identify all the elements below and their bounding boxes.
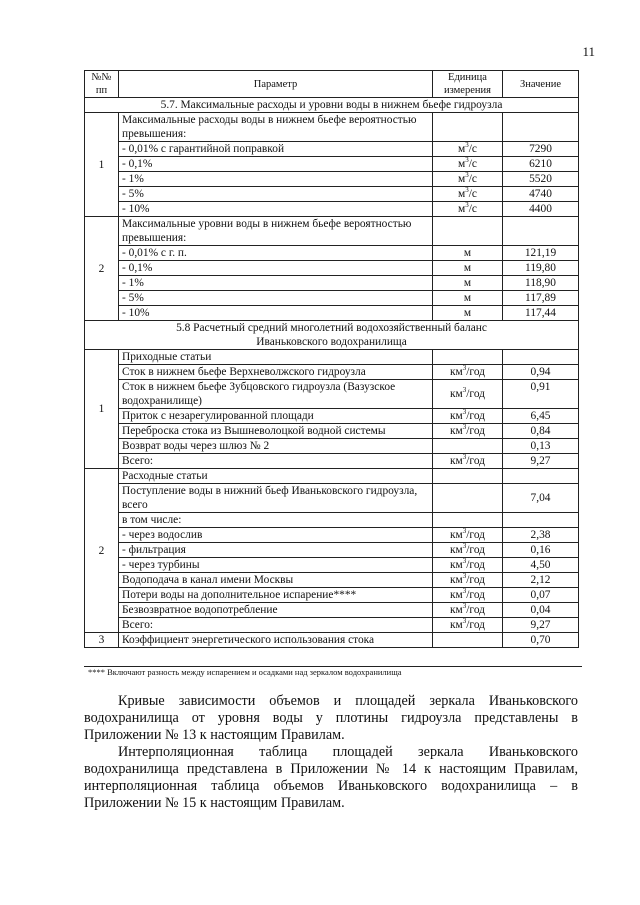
- unit-cell: $км^3$/год: [433, 558, 503, 573]
- value-cell: 117,44: [503, 306, 579, 321]
- value-cell: [503, 350, 579, 365]
- param-cell: Всего:: [119, 618, 433, 633]
- table-row: [85, 469, 579, 484]
- table-row: [85, 291, 579, 306]
- param-cell: Коэффициент энергетического использования стока: [119, 633, 433, 648]
- table-row: [85, 484, 579, 513]
- table-row: [85, 528, 579, 543]
- table-header-row: [85, 71, 579, 98]
- value-cell: 4400: [503, 202, 579, 217]
- value-cell: 118,90: [503, 276, 579, 291]
- value-cell: [503, 113, 579, 142]
- value-cell: [503, 217, 579, 246]
- value-cell: 6,45: [503, 409, 579, 424]
- table-row: [85, 618, 579, 633]
- table-row: [85, 365, 579, 380]
- unit-cell: $км^3$/год: [433, 588, 503, 603]
- table-row: [85, 172, 579, 187]
- unit-cell: $км^3$/год: [433, 573, 503, 588]
- value-cell: 0,07: [503, 588, 579, 603]
- unit-cell: $км^3$/год: [433, 380, 503, 409]
- unit-cell: $км^3$/год: [433, 454, 503, 469]
- section-title-5-7: 5.7. Максимальные расходы и уровни воды в нижнем бьефе гидроузла: [85, 98, 579, 113]
- table-row: [85, 454, 579, 469]
- table-row: [85, 633, 579, 648]
- unit-cell: $км^3$/год: [433, 603, 503, 618]
- data-table: [84, 70, 579, 648]
- table-row: [85, 558, 579, 573]
- param-cell: Приток с незарегулированной площади: [119, 409, 433, 424]
- row-number: 1: [85, 113, 119, 217]
- table-row: [85, 513, 579, 528]
- table-row: [85, 246, 579, 261]
- param-cell: Поступление воды в нижний бьеф Иваньковского гидроузла, всего: [119, 484, 433, 513]
- table-row: [85, 157, 579, 172]
- param-cell: - 10%: [119, 202, 433, 217]
- unit-cell: $м^3/с$: [433, 172, 503, 187]
- unit-cell: $м^3/с$: [433, 202, 503, 217]
- table-row: [85, 350, 579, 365]
- param-cell: в том числе:: [119, 513, 433, 528]
- paragraph-1: Кривые зависимости объемов и площадей зеркала Иваньковского водохранилища от уровня воды у плотины гидроузла представлены в Приложении № 13 к настоящим Правилам.: [84, 693, 578, 743]
- row-number: 3: [85, 633, 119, 648]
- param-cell: Сток в нижнем бьефе Зубцовского гидроузла (Вазузское водохранилище): [119, 380, 433, 409]
- header-param: Параметр: [119, 71, 433, 98]
- value-cell: 0,91: [503, 380, 579, 409]
- unit-cell: [433, 350, 503, 365]
- param-cell: Водоподача в канал имени Москвы: [119, 573, 433, 588]
- unit-cell: $км^3$/год: [433, 543, 503, 558]
- unit-cell: [433, 633, 503, 648]
- page-number: 11: [582, 44, 595, 59]
- table-row: [85, 217, 579, 246]
- header-value: Значение: [503, 71, 579, 98]
- value-cell: 0,04: [503, 603, 579, 618]
- unit-cell: $км^3$/год: [433, 365, 503, 380]
- table-row: [85, 113, 579, 142]
- param-cell: - через водослив: [119, 528, 433, 543]
- table-row: [85, 187, 579, 202]
- group-title: Расходные статьи: [119, 469, 433, 484]
- param-cell: - 0,1%: [119, 157, 433, 172]
- row-number: 1: [85, 350, 119, 469]
- value-cell: 119,80: [503, 261, 579, 276]
- unit-cell: $км^3$/год: [433, 409, 503, 424]
- param-cell: - 5%: [119, 187, 433, 202]
- table-row: [85, 439, 579, 454]
- table-row: [85, 306, 579, 321]
- header-unit: Единица измерения: [433, 71, 503, 98]
- header-num: №№ пп: [85, 71, 119, 98]
- table-row: [85, 573, 579, 588]
- table-row: [85, 588, 579, 603]
- unit-cell: $м^3/с$: [433, 142, 503, 157]
- param-cell: Переброска стока из Вышневолоцкой водной системы: [119, 424, 433, 439]
- value-cell: 2,12: [503, 573, 579, 588]
- section-row: [85, 321, 579, 350]
- section-title-5-8: 5.8 Расчетный средний многолетний водохозяйственный баланс Иваньковского водохранилища: [85, 321, 579, 350]
- group-title: Приходные статьи: [119, 350, 433, 365]
- value-cell: 5520: [503, 172, 579, 187]
- param-cell: - 1%: [119, 276, 433, 291]
- unit-cell: $м^3/с$: [433, 187, 503, 202]
- param-cell: - через турбины: [119, 558, 433, 573]
- unit-cell: м: [433, 261, 503, 276]
- param-cell: Потери воды на дополнительное испарение****: [119, 588, 433, 603]
- group-title: Максимальные уровни воды в нижнем бьефе вероятностью превышения:: [119, 217, 433, 246]
- footnote: **** Включают разность между испарением и осадками над зеркалом водохранилища: [84, 666, 582, 677]
- value-cell: 0,94: [503, 365, 579, 380]
- value-cell: 9,27: [503, 618, 579, 633]
- value-cell: 2,38: [503, 528, 579, 543]
- param-cell: Безвозвратное водопотребление: [119, 603, 433, 618]
- param-cell: - 5%: [119, 291, 433, 306]
- unit-cell: м: [433, 276, 503, 291]
- param-cell: - 0,1%: [119, 261, 433, 276]
- table-row: [85, 276, 579, 291]
- table-row: [85, 543, 579, 558]
- param-cell: Сток в нижнем бьефе Верхневолжского гидроузла: [119, 365, 433, 380]
- unit-cell: [433, 513, 503, 528]
- value-cell: [503, 513, 579, 528]
- value-cell: [503, 469, 579, 484]
- group-title: Максимальные расходы воды в нижнем бьефе вероятностью превышения:: [119, 113, 433, 142]
- unit-cell: [433, 217, 503, 246]
- table-row: [85, 261, 579, 276]
- value-cell: 7290: [503, 142, 579, 157]
- param-cell: Возврат воды через шлюз № 2: [119, 439, 433, 454]
- param-cell: - 0,01% с гарантийной поправкой: [119, 142, 433, 157]
- param-cell: - фильтрация: [119, 543, 433, 558]
- table-row: [85, 380, 579, 409]
- table-row: [85, 424, 579, 439]
- table-row: [85, 409, 579, 424]
- value-cell: 7,04: [503, 484, 579, 513]
- row-number: 2: [85, 217, 119, 321]
- unit-cell: [433, 484, 503, 513]
- param-cell: - 1%: [119, 172, 433, 187]
- value-cell: 0,84: [503, 424, 579, 439]
- unit-cell: $км^3$/год: [433, 618, 503, 633]
- unit-cell: м: [433, 291, 503, 306]
- table-row: [85, 142, 579, 157]
- paragraph-2: Интерполяционная таблица площадей зеркала Иваньковского водохранилища представлена в Приложении № 14 к настоящим Правилам, интерполяционная таблица объемов Иваньковского водохранилища – в Приложении № 15 к настоящим Правилам.: [84, 744, 578, 811]
- unit-cell: $м^3/с$: [433, 157, 503, 172]
- section-row: [85, 98, 579, 113]
- table-row: [85, 202, 579, 217]
- value-cell: 9,27: [503, 454, 579, 469]
- unit-cell: $км^3$/год: [433, 528, 503, 543]
- param-cell: Всего:: [119, 454, 433, 469]
- value-cell: 4740: [503, 187, 579, 202]
- value-cell: 0,16: [503, 543, 579, 558]
- unit-cell: м: [433, 246, 503, 261]
- param-cell: - 0,01% с г. п.: [119, 246, 433, 261]
- value-cell: 0,70: [503, 633, 579, 648]
- unit-cell: [433, 113, 503, 142]
- unit-cell: м: [433, 306, 503, 321]
- table-row: [85, 603, 579, 618]
- value-cell: 117,89: [503, 291, 579, 306]
- value-cell: 121,19: [503, 246, 579, 261]
- value-cell: 0,13: [503, 439, 579, 454]
- value-cell: 4,50: [503, 558, 579, 573]
- row-number: 2: [85, 469, 119, 633]
- value-cell: 6210: [503, 157, 579, 172]
- unit-cell: $км^3$/год: [433, 424, 503, 439]
- unit-cell: [433, 469, 503, 484]
- unit-cell: [433, 439, 503, 454]
- param-cell: - 10%: [119, 306, 433, 321]
